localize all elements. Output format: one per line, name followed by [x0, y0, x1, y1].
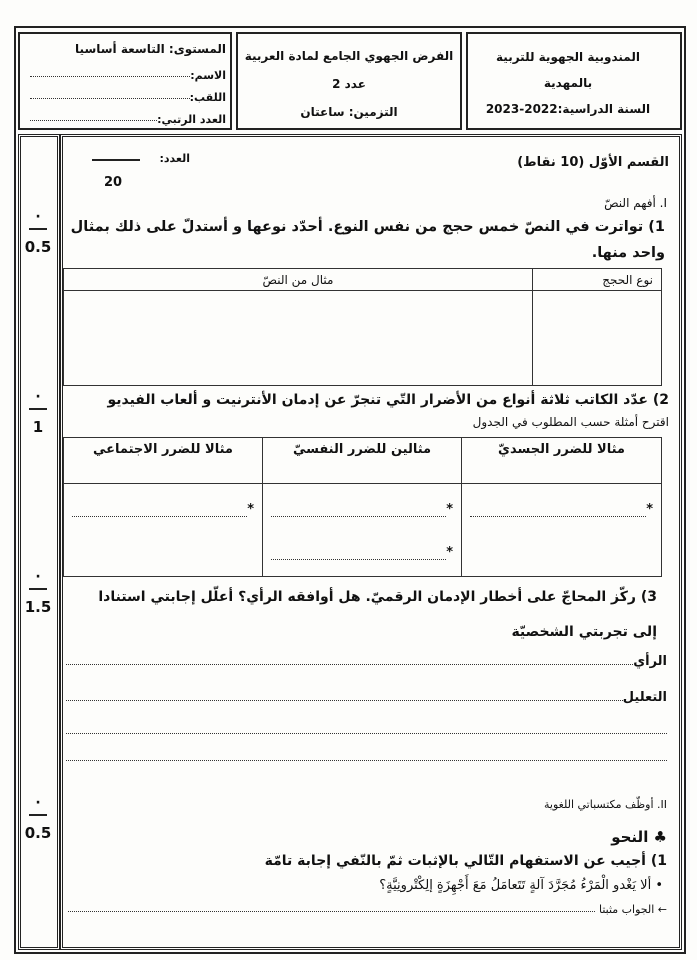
opinion-field[interactable]: [66, 664, 633, 665]
justification-field[interactable]: [66, 700, 623, 701]
answer-line[interactable]: [72, 516, 247, 517]
arguments-table: [63, 268, 662, 386]
header-social-harm: مثالا للضرر الاجتماعي: [64, 438, 263, 484]
score-value: 1.5: [24, 598, 52, 616]
text-example-cell[interactable]: [64, 291, 533, 386]
score-q2: · 1: [18, 392, 58, 436]
exam-title: الفرض الجهوي الجامع لمادة العربية: [244, 49, 454, 63]
opinion-label: الرأي: [633, 654, 667, 669]
grade-line: [92, 159, 140, 161]
justification-row: [66, 690, 667, 705]
question-3: 3) ركّز المحاجّ على أخطار الإدمان الرقميّ. هل أوافقه الرأي؟ أعلّل إجابتي استنادا إلى تجربتي الشخصيّة: [98, 589, 657, 640]
number-label: العدد الرتبي:: [157, 113, 226, 126]
name-label: الاسم:: [190, 69, 226, 82]
score-q3: · 1.5: [18, 572, 58, 616]
part2-question-1: 1) أجيب عن الاستفهام التّالي بالإثبات ثمّ بالنّفي إجابة تامّة: [264, 853, 667, 869]
school-year: السنة الدراسية:2022-2023: [485, 102, 651, 116]
grammar-title: ♣ النحو: [611, 828, 667, 846]
question-1: 1) تواترت في النصّ خمس حجج من نفس النوع. أحدّد نوعها و أستدلّ على ذلك بمثال واحد منها.: [70, 219, 665, 261]
justification-line-2[interactable]: [66, 733, 667, 734]
question-sentence: • ألا يَغْدو الْمَرْءُ مُجَرَّدَ آلةٍ تَتَعامَلُ مَعَ أَجْهِزَةٍ إلِكْتْرونِيَّةٍ؟: [379, 878, 663, 893]
level-label: المستوى: التاسعة أساسيا: [75, 42, 226, 56]
header-physical-harm: مثالا للضرر الجسديّ: [462, 438, 662, 484]
question-2: 2) عدّد الكاتب ثلاثة أنواع من الأضرار التّي تنجرّ عن إدمان الأنترنيت و ألعاب الفيديو: [107, 392, 669, 408]
social-harm-cell[interactable]: [64, 484, 263, 577]
number-field[interactable]: [30, 120, 157, 121]
directorate-box: [466, 32, 682, 130]
bullet: *: [247, 502, 254, 517]
exam-duration: التزمين: ساعتان: [300, 105, 398, 119]
grade-label: العدد:: [159, 152, 190, 165]
directorate-name: المندوبية الجهوية للتربية: [496, 50, 640, 64]
harms-table: [63, 437, 662, 577]
physical-harm-cell[interactable]: [462, 484, 662, 577]
affirmative-answer-field[interactable]: [68, 911, 595, 912]
header-argument-type: نوع الحجج: [533, 269, 662, 291]
header-text-example: مثال من النصّ: [64, 269, 533, 291]
exam-box: [236, 32, 462, 130]
affirmative-answer-label: ← الجواب مثبتا: [598, 903, 667, 916]
student-box: [18, 32, 232, 130]
header-psychological-harm: مثالين للضرر النفسيّ: [263, 438, 462, 484]
name-field[interactable]: [30, 76, 190, 77]
part1-title: القسم الأوّل (10 نقاط): [517, 155, 669, 170]
opinion-row: [66, 654, 667, 669]
surname-field[interactable]: [30, 98, 190, 99]
score-value: 1: [32, 418, 44, 436]
score-value: 0.5: [24, 238, 52, 256]
psychological-harm-cell[interactable]: [263, 484, 462, 577]
answer-line[interactable]: [271, 516, 446, 517]
argument-type-cell[interactable]: [533, 291, 662, 386]
exam-number: عدد 2: [332, 77, 366, 91]
section-2-title: II. أوظّف مكتسباتي اللغوية: [544, 798, 667, 811]
question-2-instruction: اقترح أمثلة حسب المطلوب في الجدول: [472, 415, 669, 429]
score-part2: · 0.5: [18, 798, 58, 842]
answer-line[interactable]: [470, 516, 646, 517]
bullet: *: [646, 502, 653, 517]
affirmative-answer-row: [68, 903, 667, 916]
directorate-city: بالمهدية: [543, 76, 593, 90]
score-value: 0.5: [24, 824, 52, 842]
bullet: *: [446, 545, 453, 560]
section-1-title: I. أفهم النصّ: [604, 196, 667, 210]
bullet: *: [446, 502, 453, 517]
surname-label: اللقب:: [189, 91, 226, 104]
justification-line-3[interactable]: [66, 760, 667, 761]
answer-line[interactable]: [271, 559, 446, 560]
score-q1: · 0.5: [18, 212, 58, 256]
justification-label: التعليل: [622, 690, 667, 705]
grade-total: 20: [104, 175, 123, 190]
